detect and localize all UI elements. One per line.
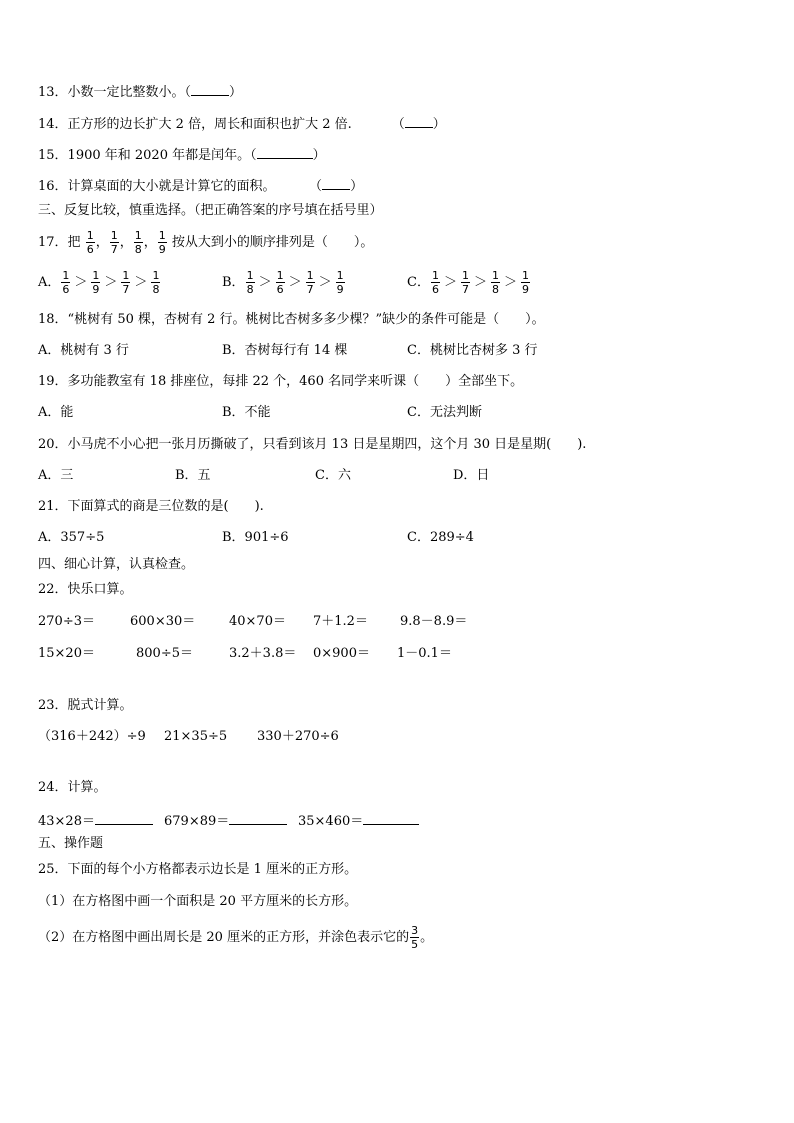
question-23: 23．脱式计算。 <box>38 698 133 713</box>
denominator: 7 <box>461 283 469 296</box>
calc-item: 600×30＝ <box>130 614 196 629</box>
q17-option-a[interactable] <box>38 268 161 298</box>
calc-item <box>298 812 419 830</box>
question-13 <box>38 83 242 101</box>
question-15-text: 15．1900 年和 2020 年都是闰年。（ <box>38 148 257 163</box>
calc-item: 9.8－8.9＝ <box>400 614 468 629</box>
denominator: 9 <box>92 283 100 296</box>
fraction <box>151 270 160 295</box>
greater-than-sign: ＞ <box>288 275 302 290</box>
greater-than-sign: ＞ <box>318 275 332 290</box>
separator: ， <box>119 235 133 250</box>
fraction <box>158 230 167 255</box>
denominator: 8 <box>246 283 254 296</box>
fraction <box>121 270 130 295</box>
calc-expression: 43×28＝ <box>38 814 95 829</box>
calc-item <box>164 812 287 830</box>
q18-option-a[interactable]: A．桃树有 3 行 <box>38 343 129 358</box>
question-22: 22．快乐口算。 <box>38 582 133 597</box>
q20-option-d[interactable]: D．日 <box>453 468 490 483</box>
q21-option-b[interactable]: B．901÷6 <box>222 530 289 545</box>
numerator: 1 <box>276 269 284 282</box>
calc-item: 270÷3＝ <box>38 614 95 629</box>
calc-item: 1－0.1＝ <box>397 646 452 661</box>
numerator: 1 <box>461 269 469 282</box>
calc-item: 40×70＝ <box>229 614 286 629</box>
question-25-part-2 <box>38 922 433 954</box>
numerator: 1 <box>152 269 160 282</box>
question-16 <box>38 177 363 195</box>
greater-than-sign: ＞ <box>258 275 272 290</box>
denominator: 6 <box>62 283 70 296</box>
numerator: 1 <box>431 269 439 282</box>
fraction <box>431 270 440 295</box>
bracket-open: （ <box>315 179 323 194</box>
bracket-close: ） <box>229 85 243 100</box>
denominator: 9 <box>336 283 344 296</box>
calc-item <box>38 812 153 830</box>
calc-expression: 679×89＝ <box>164 814 230 829</box>
denominator: 5 <box>411 938 419 951</box>
answer-blank[interactable] <box>191 83 229 96</box>
numerator: 1 <box>92 269 100 282</box>
denominator: 8 <box>152 283 160 296</box>
q19-option-c[interactable]: C．无法判断 <box>407 405 482 420</box>
section-4-heading: 四、细心计算，认真检查。 <box>38 557 195 572</box>
option-fractions <box>430 269 531 296</box>
question-25-part-1: （1）在方格图中画一个面积是 20 平方厘米的长方形。 <box>38 894 358 909</box>
question-18: 18．“桃树有 50 棵，杏树有 2 行。桃树比杏树多多少棵？”缺少的条件可能是（ ）。 <box>38 312 545 327</box>
calc-item: 7＋1.2＝ <box>313 614 368 629</box>
answer-blank[interactable] <box>405 115 433 128</box>
q20-option-b[interactable]: B．五 <box>175 468 211 483</box>
question-21: 21．下面算式的商是三位数的是( ). <box>38 499 264 514</box>
calc-item: 330＋270÷6 <box>257 729 339 744</box>
fraction <box>110 230 119 255</box>
denominator: 7 <box>122 283 130 296</box>
fraction <box>246 270 255 295</box>
answer-blank[interactable] <box>229 812 287 825</box>
q18-option-c[interactable]: C．桃树比杏树多 3 行 <box>407 343 538 358</box>
greater-than-sign: ＞ <box>134 275 148 290</box>
numerator: 1 <box>86 229 94 242</box>
numerator: 1 <box>158 229 166 242</box>
fraction <box>134 230 143 255</box>
denominator: 7 <box>306 283 314 296</box>
q17-option-b[interactable] <box>222 268 346 298</box>
question-17-fractions <box>85 229 168 256</box>
bracket-close: ） <box>312 148 326 163</box>
separator: ， <box>143 235 157 250</box>
numerator: 3 <box>411 924 419 937</box>
numerator: 1 <box>336 269 344 282</box>
period: 。 <box>420 930 434 945</box>
section-3-heading: 三、反复比较，慎重选择。（把正确答案的序号填在括号里） <box>38 203 383 218</box>
option-label: B． <box>222 275 245 290</box>
q19-option-b[interactable]: B．不能 <box>222 405 271 420</box>
answer-blank[interactable] <box>95 812 153 825</box>
bracket-open: （ <box>391 117 405 132</box>
calc-item: 15×20＝ <box>38 646 95 661</box>
answer-blank[interactable] <box>322 177 350 190</box>
numerator: 1 <box>522 269 529 282</box>
option-label: A． <box>38 275 61 290</box>
fraction <box>86 230 95 255</box>
q20-option-c[interactable]: C．六 <box>315 468 351 483</box>
section-5-heading: 五、操作题 <box>38 836 104 851</box>
question-17 <box>38 228 373 258</box>
denominator: 6 <box>431 283 439 296</box>
question-13-text: 13．小数一定比整数小。（ <box>38 85 192 100</box>
q17-option-c[interactable] <box>407 268 531 298</box>
fraction <box>521 270 530 295</box>
calc-item: 0×900＝ <box>313 646 370 661</box>
denominator: 6 <box>276 283 284 296</box>
calc-expression: 35×460＝ <box>298 814 364 829</box>
question-17-suffix: 按从大到小的顺序排列是（ ）。 <box>171 235 374 250</box>
bracket-close: ） <box>350 179 364 194</box>
calc-item: 3.2＋3.8＝ <box>229 646 297 661</box>
question-17-prefix: 17．把 <box>38 235 81 250</box>
numerator: 1 <box>491 269 499 282</box>
q21-option-c[interactable]: C．289÷4 <box>407 530 474 545</box>
fraction <box>461 270 470 295</box>
fraction <box>306 270 315 295</box>
denominator: 8 <box>491 283 499 296</box>
numerator: 1 <box>306 269 314 282</box>
greater-than-sign: ＞ <box>443 275 457 290</box>
separator: ， <box>95 235 109 250</box>
fraction <box>410 925 419 950</box>
denominator: 7 <box>110 243 118 256</box>
option-label: C． <box>407 275 430 290</box>
question-25: 25．下面的每个小方格都表示边长是 1 厘米的正方形。 <box>38 862 358 877</box>
answer-blank[interactable] <box>363 812 419 825</box>
fraction <box>491 270 500 295</box>
numerator: 1 <box>246 269 254 282</box>
denominator: 9 <box>158 243 166 256</box>
denominator: 8 <box>134 243 142 256</box>
numerator: 1 <box>62 269 70 282</box>
greater-than-sign: ＞ <box>74 275 88 290</box>
option-fractions <box>245 269 346 296</box>
fraction <box>91 270 100 295</box>
denominator: 6 <box>86 243 94 256</box>
q21-option-a[interactable]: A．357÷5 <box>38 530 105 545</box>
question-25-part-2-text: （2）在方格图中画出周长是 20 厘米的正方形，并涂色表示它的 <box>38 930 410 945</box>
numerator: 1 <box>122 269 130 282</box>
q20-option-a[interactable]: A．三 <box>38 468 74 483</box>
question-14 <box>38 115 446 133</box>
q19-option-a[interactable]: A．能 <box>38 405 74 420</box>
answer-blank[interactable] <box>257 146 313 159</box>
fraction <box>336 270 345 295</box>
question-15 <box>38 146 326 164</box>
question-24: 24．计算。 <box>38 780 107 795</box>
greater-than-sign: ＞ <box>503 275 517 290</box>
fraction <box>276 270 285 295</box>
numerator: 1 <box>110 229 118 242</box>
question-14-text: 14．正方形的边长扩大 2 倍，周长和面积也扩大 2 倍. <box>38 117 352 132</box>
calc-item: （316＋242）÷9 <box>38 729 146 744</box>
bracket-close: ） <box>432 117 446 132</box>
greater-than-sign: ＞ <box>473 275 487 290</box>
greater-than-sign: ＞ <box>104 275 118 290</box>
question-20: 20．小马虎不小心把一张月历撕破了，只看到该月 13 日是星期四，这个月 30 日是星期( ). <box>38 437 587 452</box>
question-16-text: 16．计算桌面的大小就是计算它的面积。 <box>38 179 276 194</box>
fraction <box>61 270 70 295</box>
numerator: 1 <box>134 229 142 242</box>
calc-item: 800÷5＝ <box>136 646 193 661</box>
denominator: 9 <box>522 283 529 296</box>
q18-option-b[interactable]: B．杏树每行有 14 棵 <box>222 343 348 358</box>
question-19: 19．多功能教室有 18 排座位，每排 22 个，460 名同学来听课（ ）全部坐下。 <box>38 374 524 389</box>
calc-item: 21×35÷5 <box>164 729 228 744</box>
option-fractions <box>60 269 161 296</box>
